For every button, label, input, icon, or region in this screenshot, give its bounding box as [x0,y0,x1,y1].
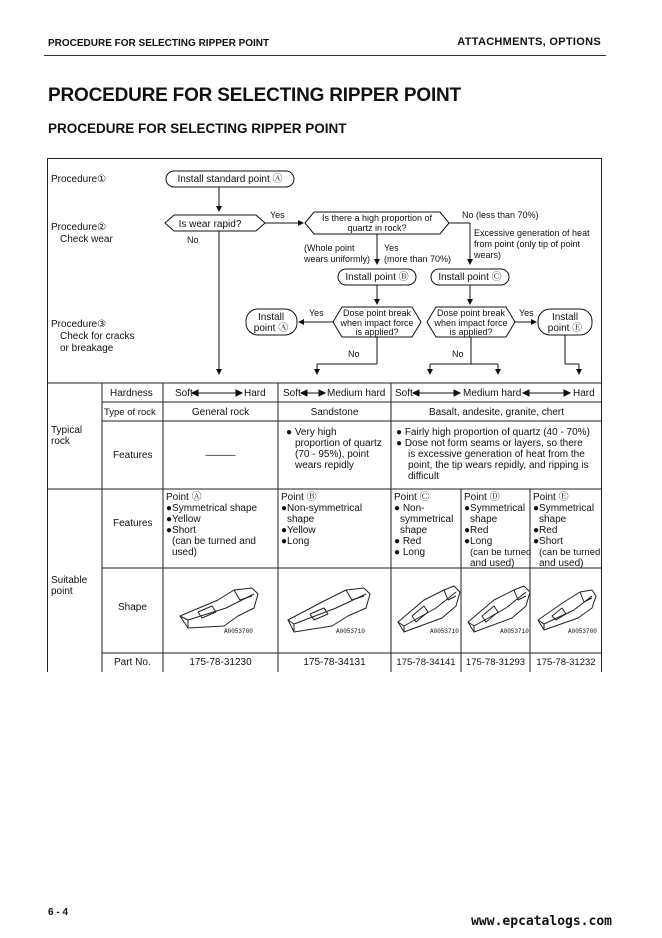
point-e-drawing-code: A0053700 [568,628,597,635]
point-features-label: Features [113,518,153,529]
hardness-soft-2: Soft [283,388,301,399]
rock-type-sandstone: Sandstone [310,407,359,418]
install-a-line1: Install [257,312,285,323]
header-chapter-title: ATTACHMENTS, OPTIONS [457,36,601,48]
no-label-1: No [187,235,199,245]
point-c-features: Point Ⓒ ● Non- symmetrical shape ● Red ● Long [394,492,454,558]
break-left-line1: Dose point break [342,308,412,318]
hardness-soft-3: Soft [395,388,413,399]
yes-more-line2: (more than 70%) [384,254,452,264]
features-sandstone: ● Very high proportion of quartz (70 - 95%), point wears repidly [286,427,382,471]
point-a-shape-icon [180,588,258,628]
yes-more-line1: Yes [384,243,399,253]
rock-features-label: Features [113,450,153,461]
hardness-label: Hardness [110,388,153,399]
typical-rock-label: Typical rock [51,425,83,447]
point-e-shape-icon [538,590,596,630]
point-c-drawing-code: A0053710 [430,628,459,635]
break-left-line3: is applied? [355,327,399,337]
point-b-features: Point Ⓑ ●Non-symmetrical shape ●Yellow ●Long [281,492,363,547]
quartz-question-line2: quartz in rock? [347,223,407,233]
whole-wear-line2: wears uniformly) [304,254,371,264]
point-e-features: Point Ⓔ ●Symmetrical shape ●Red ●Short (can be turned and used) [533,492,601,569]
excess-heat-line2: from point (only tip of point [474,239,581,249]
no-right-label: No [452,349,464,359]
point-b-shape-icon [288,588,370,632]
point-d-features: Point Ⓓ ●Symmetrical shape ●Red ●Long (can be turned and used) [464,492,532,569]
part-no-a: 175-78-31230 [189,657,252,668]
page-number: 6 - 4 [48,907,69,918]
quartz-question-line1: Is there a high proportion of [321,213,433,223]
features-basalt: ● Fairly high proportion of quartz (40 - 70%) ● Dose not form seams or layers, so there is excessive generation of heat from the point, the tip wears repidly, and ripping is difficult [396,427,590,482]
install-c-text: Install point Ⓒ [438,272,502,283]
point-a-drawing-code: A0053700 [224,628,253,635]
part-no-b: 175-78-34131 [303,657,366,668]
hardness-hard-1: Hard [244,388,266,399]
install-b-text: Install point Ⓑ [345,272,409,283]
install-e-line1: Install [551,312,579,323]
whole-wear-line1: (Whole point [304,243,355,253]
point-a-features: Point Ⓐ ●Symmetrical shape ●Yellow ●Short (can be turned and used) [166,492,258,558]
procedure-3-sub1: Check for cracks [60,331,135,342]
break-right-line1: Dose point break [436,308,506,318]
hardness-medium-2: Medium hard [327,388,386,399]
excess-heat-line1: Excessive generation of heat [474,228,590,238]
break-right-line3: is applied? [449,327,493,337]
part-no-label: Part No. [114,657,151,668]
part-no-e: 175-78-31232 [536,657,596,668]
hardness-hard-3: Hard [573,388,595,399]
suitable-point-label: Suitable point [51,575,88,597]
shape-label: Shape [118,602,147,613]
procedure-2-label: Procedure② [51,222,107,233]
header-section-title: PROCEDURE FOR SELECTING RIPPER POINT [48,38,270,49]
procedure-1-label: Procedure① [51,174,107,185]
wear-question-text: Is wear rapid? [178,219,242,230]
yes-left-label: Yes [309,308,324,318]
rock-type-general: General rock [191,407,250,418]
part-no-c: 175-78-34141 [396,657,456,668]
yes-label-1: Yes [270,210,285,220]
install-e-line2: point Ⓔ [547,323,583,334]
procedure-2-sub: Check wear [60,234,113,245]
break-right-line2: when impact force [434,318,508,328]
footer-url-link[interactable]: www.epcatalogs.com [471,914,612,929]
no-left-label: No [348,349,360,359]
point-d-shape-icon [468,586,530,632]
page-subtitle: PROCEDURE FOR SELECTING RIPPER POINT [48,121,347,136]
install-a-line2: point Ⓐ [253,323,289,334]
point-d-drawing-code: A0053710 [500,628,529,635]
procedure-3-sub2: or breakage [60,343,114,354]
point-b-drawing-code: A0053710 [336,628,365,635]
part-no-d: 175-78-31293 [465,657,526,668]
install-standard-text: Install standard point Ⓐ [177,174,283,185]
no-less-label: No (less than 70%) [462,210,539,220]
hardness-medium-3: Medium hard [463,388,522,399]
procedure-3-label: Procedure③ [51,319,107,330]
rock-type-basalt: Basalt, andesite, granite, chert [428,407,565,418]
features-general: ——— [205,450,236,461]
excess-heat-line3: wears) [474,250,502,260]
page-title: PROCEDURE FOR SELECTING RIPPER POINT [48,85,461,106]
point-c-shape-icon [398,586,460,632]
type-of-rock-label: Type of rock [104,407,156,418]
break-left-line2: when impact force [340,318,414,328]
hardness-soft-1: Soft [175,388,193,399]
yes-right-label: Yes [519,308,534,318]
